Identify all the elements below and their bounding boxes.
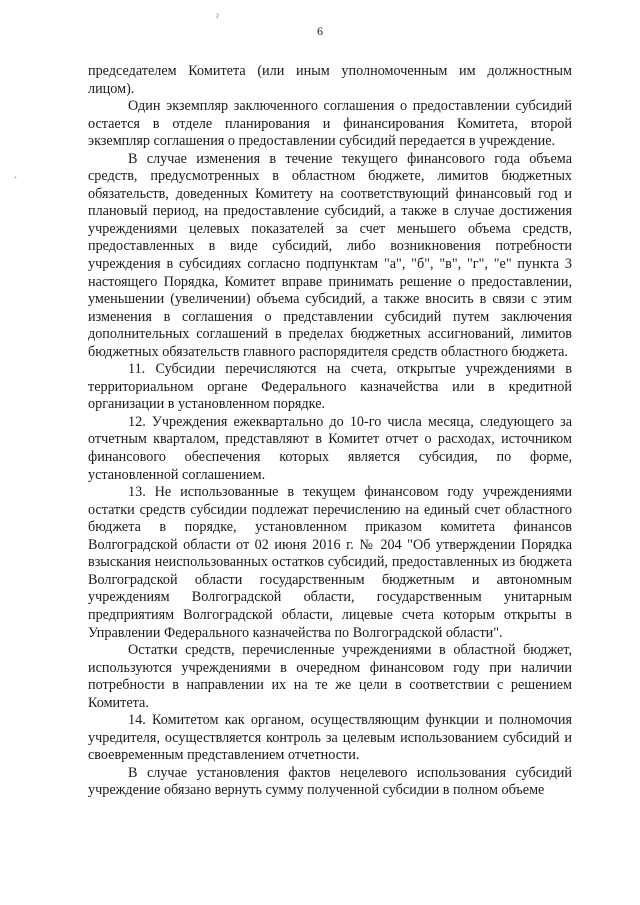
paragraph-subsidy-changes: В случае изменения в течение текущего финансового года объема средств, предусмотренных в областном бюджете, лимитов бюджетных обязательств, доведенных Комитету на соответствующий финансовый год и плановый период, на предоставление субсидий, а также в случае достижения учреждениями целевых показателей за счет меньшего объема средств, предоставленных в виде субсидий, либо возникновения потребности учреждения в субсидиях согласно подпунктам "а", "б", "в", "г", "е" пункта 3 настоящего Порядка, Комитет вправе принимать решение о предоставлении, уменьшении (увеличении) объема субсидий, а также вносить в связи с этим изменения в соглашения о представлении субсидий путем заключения дополнительных соглашений в пределах бюджетных ассигнований, лимитов бюджетных обязательств главного распорядителя средств областного бюджета. (88, 150, 572, 360)
paragraph-misuse: В случае установления фактов нецелевого использования субсидий учреждение обязано вернуть сумму полученной субсидии в полном объеме (88, 764, 572, 799)
paragraph-item-11: 11. Субсидии перечисляются на счета, открытые учреждениями в территориальном органе Федерального казначейства или в кредитной организации в установленном порядке. (88, 361, 572, 413)
paragraph-continuation: председателем Комитета (или иным уполномоченным им должностным лицом). (88, 63, 572, 97)
paragraph-item-12: 12. Учреждения ежеквартально до 10-го числа месяца, следующего за отчетным кварталом, представляют в Комитет отчет о расходах, источником финансового обеспечения которых является субсидия, по форме, установленной соглашением. (88, 413, 572, 483)
page-number: 6 (317, 24, 323, 38)
paragraph-item-14: 14. Комитетом как органом, осуществляющим функции и полномочия учредителя, осуществляется контроль за целевым использованием субсидий и своевременным представлением отчетности. (88, 712, 572, 764)
stray-mark-top: ˀ (216, 13, 219, 24)
paragraph-remaining-funds: Остатки средств, перечисленные учреждениями в областной бюджет, используются учреждениями в очередном финансовом году при наличии потребности в направлении их на те же цели в соответствии с решением Комитета. (88, 642, 572, 711)
stray-mark-left: · (14, 173, 18, 184)
paragraph-item-13: 13. Не использованные в текущем финансовом году учреждениями остатки средств субсидии подлежат перечислению на единый счет областного бюджета в порядке, установленном приказом комитета финансов Волгоградской области от 02 июня 2016 г. № 204 "Об утверждении Порядка взыскания неиспользованных остатков субсидий, предоставленных из бюджета Волгоградской области государственным бюджетным и автономным учреждениям Волгоградской области, государственным унитарным предприятиям Волгоградской области, лицевые счета которым открыты в Управлении Федерального казначейства по Волгоградской области". (88, 484, 572, 641)
paragraph-agreement-copy: Один экземпляр заключенного соглашения о предоставлении субсидий остается в отделе планирования и финансирования Комитета, второй экземпляр соглашения о предоставлении субсидий передается в учреждение. (88, 98, 572, 150)
document-body (88, 63, 572, 800)
